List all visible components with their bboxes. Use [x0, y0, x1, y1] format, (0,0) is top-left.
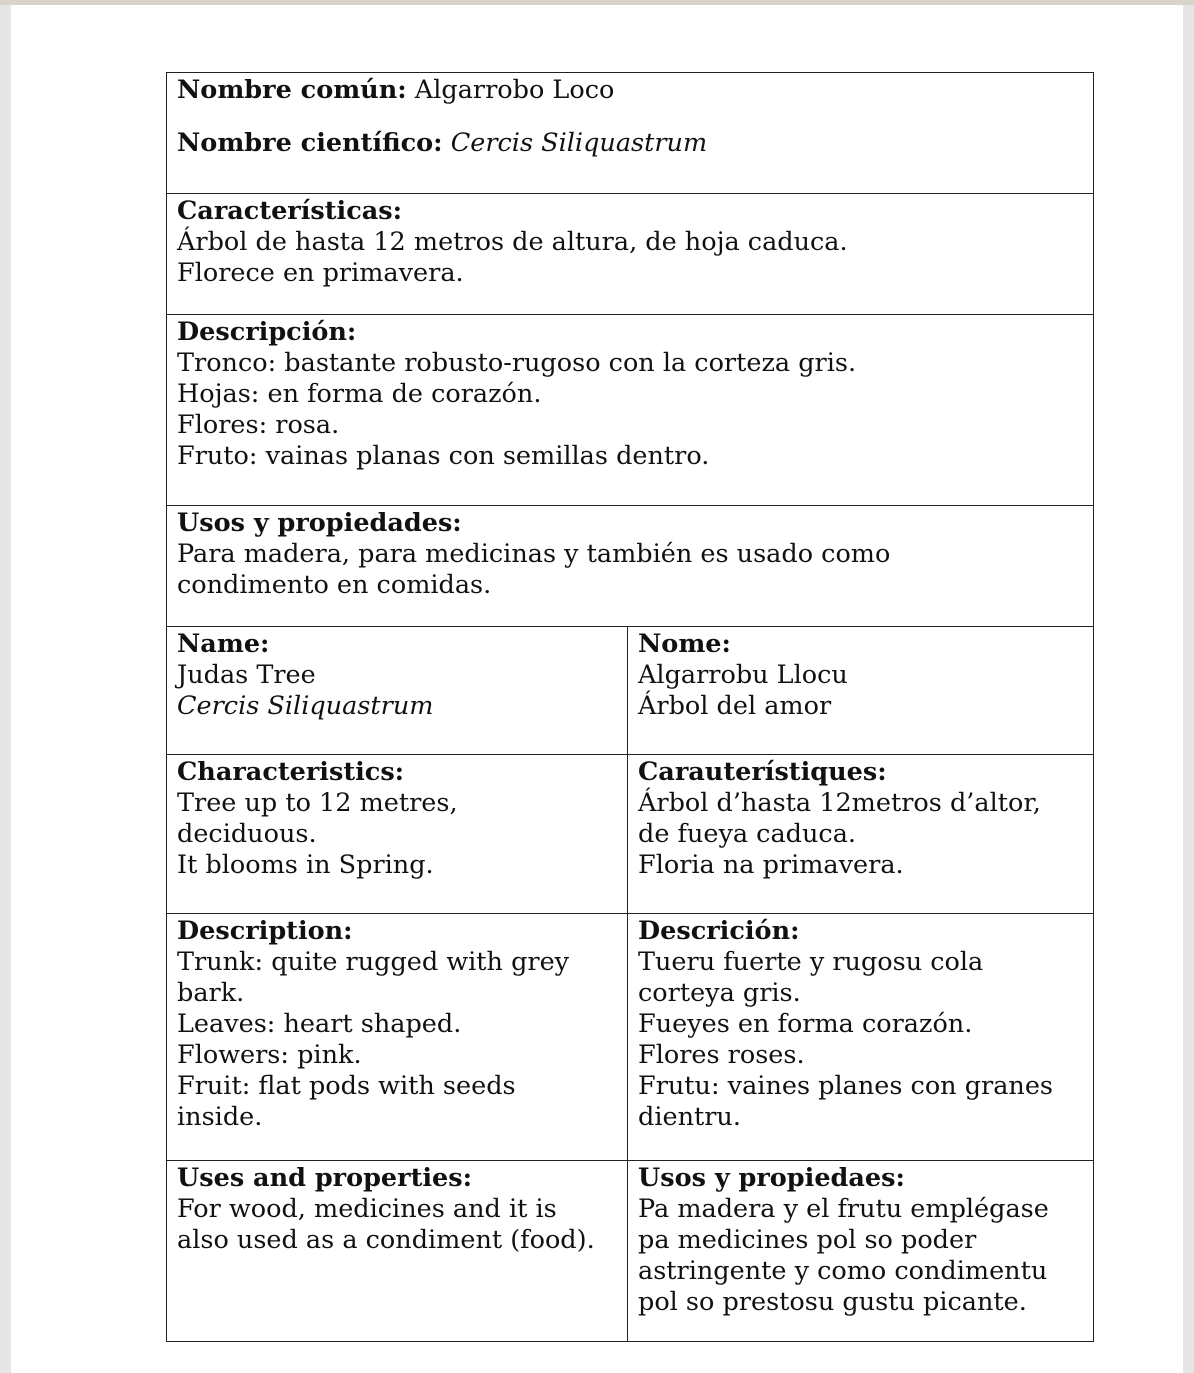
uses-ast-line: astringente y como condimentu	[638, 1256, 1048, 1286]
characteristics-es-line: Árbol de hasta 12 metros de altura, de hoja caduca.	[177, 227, 848, 257]
common-name-line	[177, 75, 1083, 106]
characteristics-en-line: Tree up to 12 metres,	[177, 788, 458, 818]
characteristics-es-line: Florece en primavera.	[177, 258, 464, 288]
row-names-es	[167, 73, 1094, 194]
description-es-line: Hojas: en forma de corazón.	[177, 379, 542, 409]
uses-ast-line: pol so prestosu gustu picante.	[638, 1287, 1027, 1317]
cell-uses-en	[167, 1161, 628, 1342]
row-description-en-ast	[167, 914, 1094, 1161]
description-ast-label: Descrición:	[638, 916, 800, 946]
description-es-line: Tronco: bastante robusto-rugoso con la corteza gris.	[177, 348, 857, 378]
description-ast-line: corteya gris.	[638, 978, 801, 1008]
name-en-line: Judas Tree	[177, 660, 316, 690]
description-en-label: Description:	[177, 916, 353, 946]
characteristics-ast-line: de fueya caduca.	[638, 819, 857, 849]
cell-characteristics-en	[167, 755, 628, 914]
description-es-line: Flores: rosa.	[177, 410, 340, 440]
description-en-line: Leaves: heart shaped.	[177, 1009, 462, 1039]
uses-es-line: Para madera, para medicinas y también es usado como	[177, 539, 891, 569]
cell-names-es	[167, 73, 1094, 194]
cell-description-es	[167, 315, 1094, 506]
uses-es-label: Usos y propiedades:	[177, 508, 462, 538]
description-en-line: Flowers: pink.	[177, 1040, 362, 1070]
description-es-line: Fruto: vainas planas con semillas dentro.	[177, 441, 710, 471]
characteristics-ast-line: Floria na primavera.	[638, 850, 904, 880]
row-characteristics-en-ast	[167, 755, 1094, 914]
description-ast-line: dientru.	[638, 1102, 741, 1132]
spacer	[177, 106, 1083, 128]
characteristics-es-label: Características:	[177, 196, 403, 226]
row-uses-es	[167, 506, 1094, 627]
scientific-name-en: Cercis Siliquastrum	[177, 691, 434, 721]
scientific-name-label: Nombre científico:	[177, 128, 443, 158]
description-ast-line: Fueyes en forma corazón.	[638, 1009, 973, 1039]
scientific-name-value: Cercis Siliquastrum	[450, 128, 708, 158]
common-name-value: Algarrobo Loco	[414, 75, 615, 105]
description-es-label: Descripción:	[177, 317, 357, 347]
characteristics-en-line: deciduous.	[177, 819, 317, 849]
cell-characteristics-ast	[628, 755, 1094, 914]
scientific-name-line	[177, 128, 1083, 159]
species-card-table	[166, 72, 1094, 1342]
row-names-en-ast	[167, 627, 1094, 755]
uses-ast-label: Usos y propiedaes:	[638, 1163, 905, 1193]
cell-characteristics-es	[167, 194, 1094, 315]
name-ast-label: Nome:	[638, 629, 731, 659]
row-uses-en-ast	[167, 1161, 1094, 1342]
description-en-line: Trunk: quite rugged with grey	[177, 947, 570, 977]
uses-en-line: For wood, medicines and it is	[177, 1194, 557, 1224]
description-ast-line: Frutu: vaines planes con granes	[638, 1071, 1054, 1101]
name-ast-line: Árbol del amor	[638, 691, 832, 721]
cell-description-ast	[628, 914, 1094, 1161]
characteristics-ast-line: Árbol d’hasta 12metros d’altor,	[638, 788, 1041, 818]
cell-uses-ast	[628, 1161, 1094, 1342]
uses-ast-line: Pa madera y el frutu emplégase	[638, 1194, 1049, 1224]
name-en-label: Name:	[177, 629, 270, 659]
document-page	[11, 5, 1183, 1373]
description-en-line: inside.	[177, 1102, 263, 1132]
characteristics-en-line: It blooms in Spring.	[177, 850, 434, 880]
row-characteristics-es	[167, 194, 1094, 315]
cell-uses-es	[167, 506, 1094, 627]
cell-description-en	[167, 914, 628, 1161]
uses-en-line: also used as a condiment (food).	[177, 1225, 595, 1255]
uses-ast-line: pa medicines pol so poder	[638, 1225, 977, 1255]
row-description-es	[167, 315, 1094, 506]
description-ast-line: Flores roses.	[638, 1040, 805, 1070]
description-en-line: bark.	[177, 978, 245, 1008]
cell-name-ast	[628, 627, 1094, 755]
uses-en-label: Uses and properties:	[177, 1163, 473, 1193]
name-ast-line: Algarrobu Llocu	[638, 660, 848, 690]
cell-name-en	[167, 627, 628, 755]
description-en-line: Fruit: flat pods with seeds	[177, 1071, 516, 1101]
characteristics-en-label: Characteristics:	[177, 757, 405, 787]
description-ast-line: Tueru fuerte y rugosu cola	[638, 947, 984, 977]
common-name-label: Nombre común:	[177, 75, 407, 105]
characteristics-ast-label: Carauterístiques:	[638, 757, 887, 787]
uses-es-line: condimento en comidas.	[177, 570, 492, 600]
